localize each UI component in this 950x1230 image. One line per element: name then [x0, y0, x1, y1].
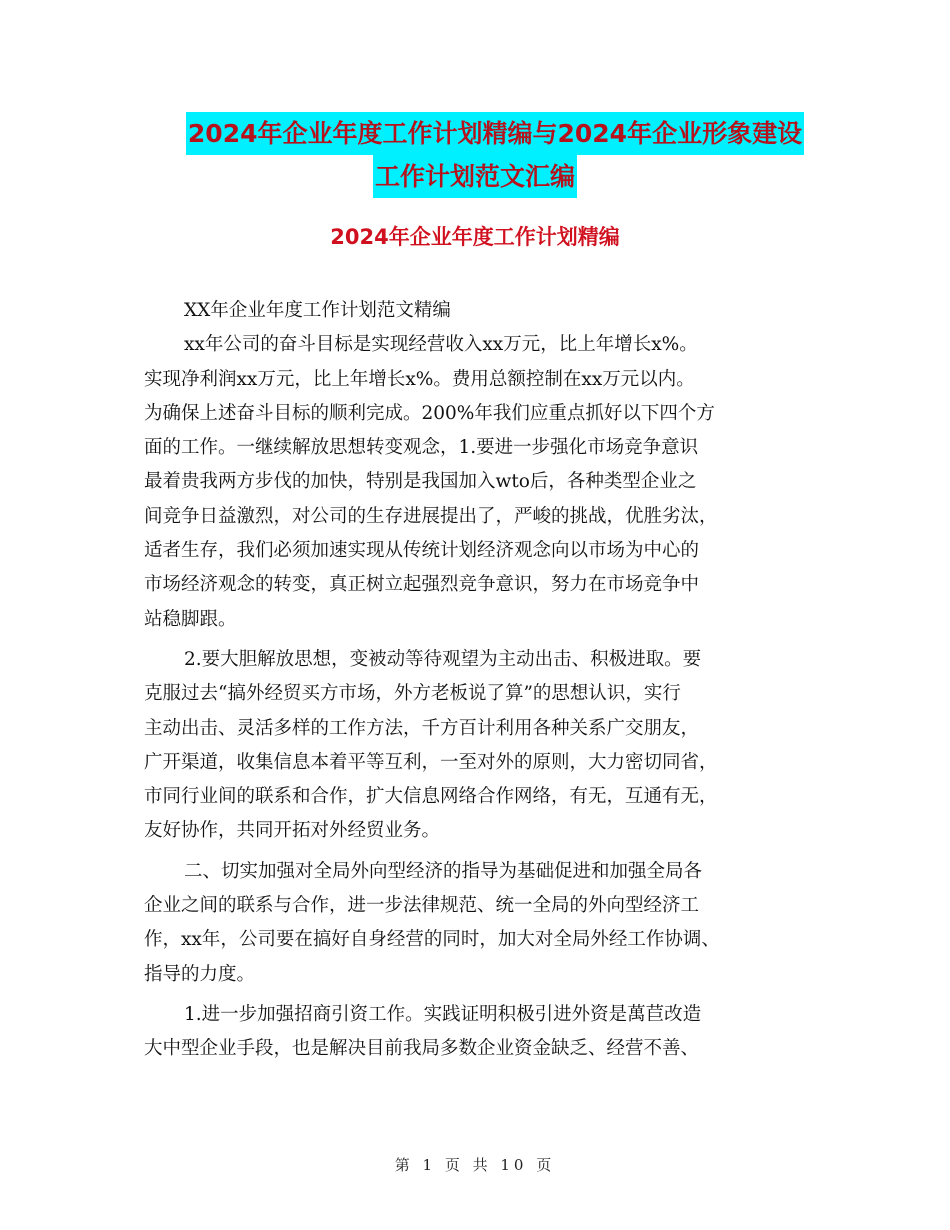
paragraph-line: 最着贵我两方步伐的加快，特别是我国加入wto后，各种类型企业之	[144, 471, 697, 493]
paragraph-line: 指导的力度。	[144, 963, 256, 985]
paragraph-line: 市场经济观念的转变，真正树立起强烈竞争意识，努力在市场竞争中	[144, 574, 700, 596]
paragraph-line: xx年公司的奋斗目标是实现经营收入xx万元，比上年增长x%。	[184, 334, 698, 356]
document-title	[0, 112, 950, 198]
paragraph-line: 面的工作。一继续解放思想转变观念，1.要进一步强化市场竞争意识	[144, 437, 699, 459]
paragraph-line: 实现净利润xx万元，比上年增长x%。费用总额控制在xx万元以内。	[144, 368, 695, 390]
paragraph-line: 1.进一步加强招商引资工作。实践证明积极引进外资是萬苣改造	[184, 1003, 702, 1025]
paragraph-line: 适者生存，我们必须加速实现从传统计划经济观念向以市场为中心的	[144, 540, 700, 562]
paragraph-line: 企业之间的联系与合作，进一步法律规范、统一全局的外向型经济工	[144, 895, 700, 917]
paragraph-line: XX年企业年度工作计划范文精编	[184, 300, 451, 321]
paragraph-line: 站稳脚跟。	[144, 608, 237, 630]
document-body	[144, 294, 804, 1067]
paragraph-line: 广开渠道，收集信息本着平等互利，一至对外的原则，大力密切同省，	[144, 751, 718, 773]
paragraph-line: 作，xx年，公司要在搞好自身经营的同时，加大对全局外经工作协调、	[144, 929, 720, 951]
page-footer: 第 1 页 共 10 页	[394, 1156, 556, 1174]
paragraph-line: 主动出击、灵活多样的工作方法，千方百计利用各种关系广交朋友，	[144, 717, 700, 739]
section-heading: 2024年企业年度工作计划精编	[330, 225, 620, 249]
paragraph-line: 友好协作，共同开拓对外经贸业务。	[144, 820, 441, 842]
document-title-line-2: 工作计划范文汇编	[373, 155, 577, 198]
paragraph-line: 二、切实加强对全局外向型经济的指导为基础促进和加强全局各	[184, 860, 703, 882]
paragraph-line: 市同行业间的联系和合作，扩大信息网络合作网络，有无，互通有无，	[144, 786, 718, 808]
paragraph-line: 为确保上述奋斗目标的顺利完成。200%年我们应重点抓好以下四个方	[144, 402, 715, 424]
paragraph-line: 克服过去“搞外经贸买方市场，外方老板说了算”的思想认识，实行	[144, 683, 681, 705]
paragraph-line: 2.要大胆解放思想，变被动等待观望为主动出击、积极进取。要	[184, 648, 702, 670]
paragraph-line: 大中型企业手段，也是解决目前我局多数企业资金缺乏、经营不善、	[144, 1038, 700, 1060]
paragraph-line: 间竞争日益激烈，对公司的生存进展提出了，严峻的挑战，优胜劣汰，	[144, 505, 718, 527]
document-title-line-1: 2024年企业年度工作计划精编与2024年企业形象建设	[186, 112, 804, 155]
